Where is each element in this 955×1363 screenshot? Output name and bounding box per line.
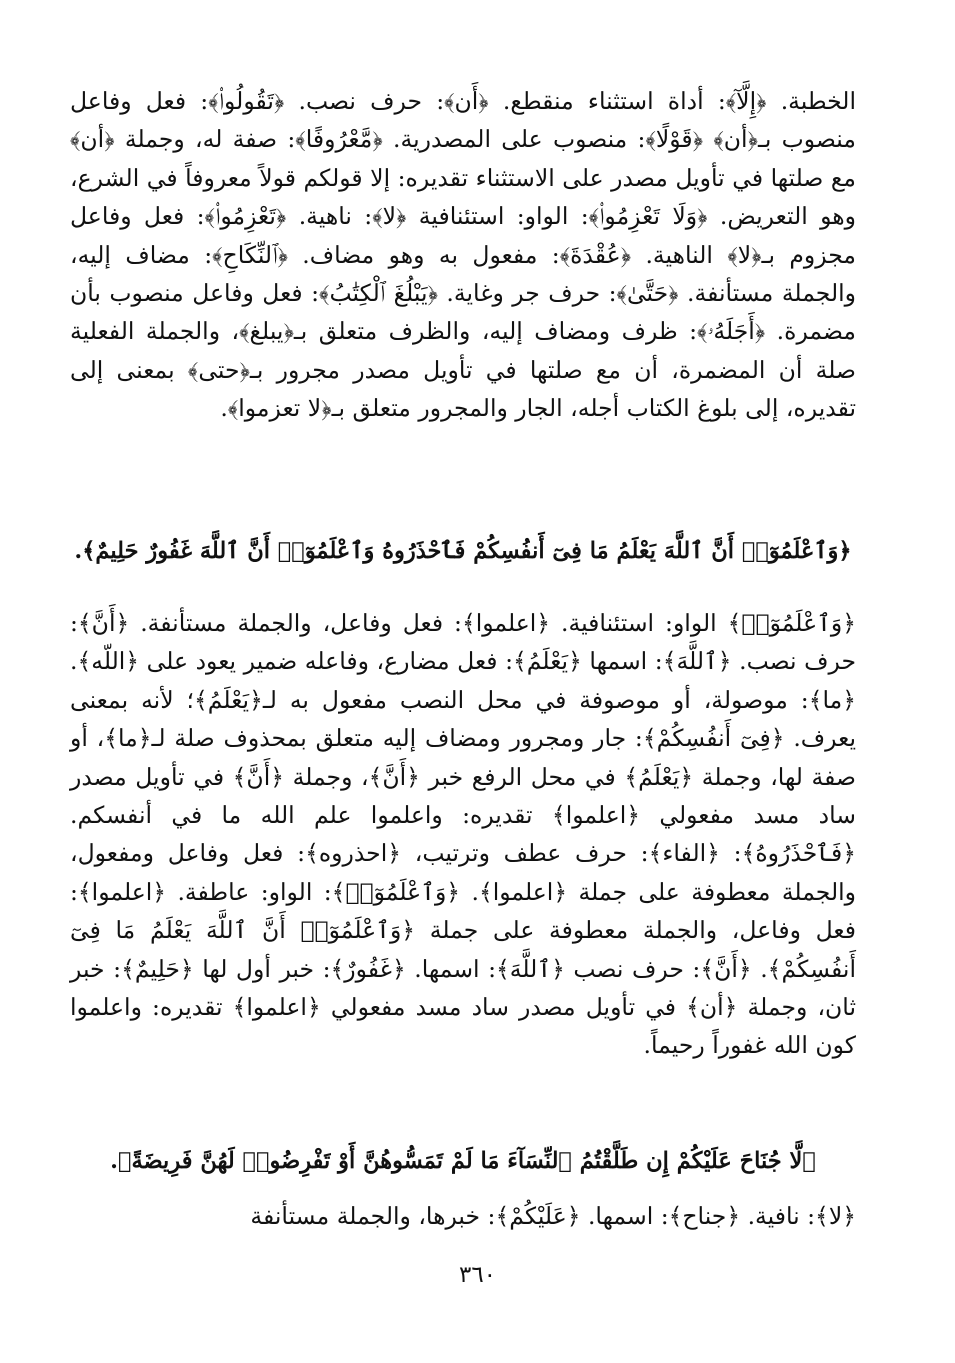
quran-verse-2: ﴿لَّا جُنَاحَ عَلَيْكُمْ إِن طَلَّقْتُمُ ٱلنِّسَآءَ مَا لَمْ تَمَسُّوهُنَّ أَوْ تَفْرِضُوا۟ لَهُنَّ فَرِيضَةً﴾.: [110, 1148, 816, 1174]
commentary-paragraph-2: ﴿وَٱعْلَمُوٓا۟﴾ الواو: استئنافية. ﴿اعلموا﴾: فعل وفاعل، والجملة مستأنفة. ﴿أَنَّ﴾: حرف نصب. ﴿ٱللَّهَ﴾: اسمها ﴿يَعْلَمُ﴾: فعل مضارع، وفاعله ضمير يعود على ﴿اللّه﴾. ﴿ما﴾: موصولة، أو موصوفة في محل النصب مفعول به لـ﴿يَعْلَمُ﴾؛ لأنه بمعنى يعرف. ﴿فِىٓ أَنفُسِكُمْ﴾: جار ومجرور ومضاف إليه متعلق بمحذوف صلة لـ﴿ما﴾، أو صفة لها، وجملة ﴿يَعْلَمُ﴾ في محل الرفع خبر ﴿أَنَّ﴾، وجملة ﴿أَنَّ﴾ في تأويل مصدر ساد مسد مفعولي ﴿اعلموا﴾ تقديره: واعلموا علم الله ما في أنفسكم. ﴿فَٱحْذَرُوهُ﴾: ﴿الفاء﴾: حرف عطف وترتيب، ﴿احذروه﴾: فعل وفاعل ومفعول، والجملة معطوفة على جملة ﴿اعلموا﴾. ﴿وَٱعْلَمُوٓا۟﴾: الواو: عاطفة. ﴿اعلموا﴾: فعل وفاعل، والجملة معطوفة على جملة ﴿وَٱعْلَمُوٓا۟ أَنَّ ٱللَّهَ يَعْلَمُ مَا فِىٓ أَنفُسِكُمْ﴾. ﴿أَنَّ﴾: حرف نصب ﴿ٱللَّهَ﴾: اسمها. ﴿غَفُورٌ﴾: خبر أول لها ﴿حَلِيمٌ﴾: خبر ثان، وجملة ﴿أن﴾ في تأويل مصدر ساد مسد مفعولي ﴿اعلموا﴾ تقديره: واعلموا كون الله غفوراً رحيماً.: [70, 609, 856, 1060]
quran-verse-1: ﴿وَٱعْلَمُوٓا۟ أَنَّ ٱللَّهَ يَعْلَمُ مَا فِىٓ أَنفُسِكُمْ فَٱحْذَرُوهُ وَٱعْلَمُوٓا۟ أَنَّ ٱللَّهَ غَفُورٌ حَلِيمٌ﴾.: [74, 538, 852, 564]
commentary-paragraph-3: ﴿لا﴾: نافية. ﴿جناح﴾: اسمها. ﴿عَلَيْكُمْ﴾: خبرها، والجملة مستأنفة: [250, 1202, 856, 1230]
page-number: ٣٦٠: [458, 1262, 497, 1288]
commentary-paragraph-1: الخطبة. ﴿إِلَّآ﴾: أداة استثناء منقطع. ﴿أَن﴾: حرف نصب. ﴿تَقُولُوا۟﴾: فعل وفاعل منصوب بـ﴿أن﴾ ﴿قَوْلًا﴾: منصوب على المصدرية. ﴿مَّعْرُوفًا﴾: صفة له، وجملة ﴿أن﴾ مع صلتها في تأويل مصدر على الاستثناء تقديره: إلا قولكم قولاً معروفاً في الشرع، وهو التعريض. ﴿وَلَا تَعْزِمُوا۟﴾: الواو: استئنافية ﴿لا﴾: ناهية. ﴿تَعْزِمُوا۟﴾: فعل وفاعل مجزوم بـ﴿لا﴾ الناهية. ﴿عُقْدَةَ﴾: مفعول به وهو مضاف. ﴿ٱلنِّكَاحِ﴾: مضاف إليه، والجملة مستأنفة. ﴿حَتَّىٰ﴾: حرف جر وغاية. ﴿يَبْلُغَ ٱلْكِتَٰبُ﴾: فعل وفاعل منصوب بأن مضمرة. ﴿أَجَلَهُۥ﴾: ظرف ومضاف إليه، والظرف متعلق بـ﴿يبلغ﴾، والجملة الفعلية صلة أن المضمرة، أن مع صلتها في تأويل مصدر مجرور بـ﴿حتى﴾ بمعنى إلى تقديره، إلى بلوغ الكتاب أجله، الجار والمجرور متعلق بـ﴿لا تعزموا﴾.: [70, 87, 856, 423]
